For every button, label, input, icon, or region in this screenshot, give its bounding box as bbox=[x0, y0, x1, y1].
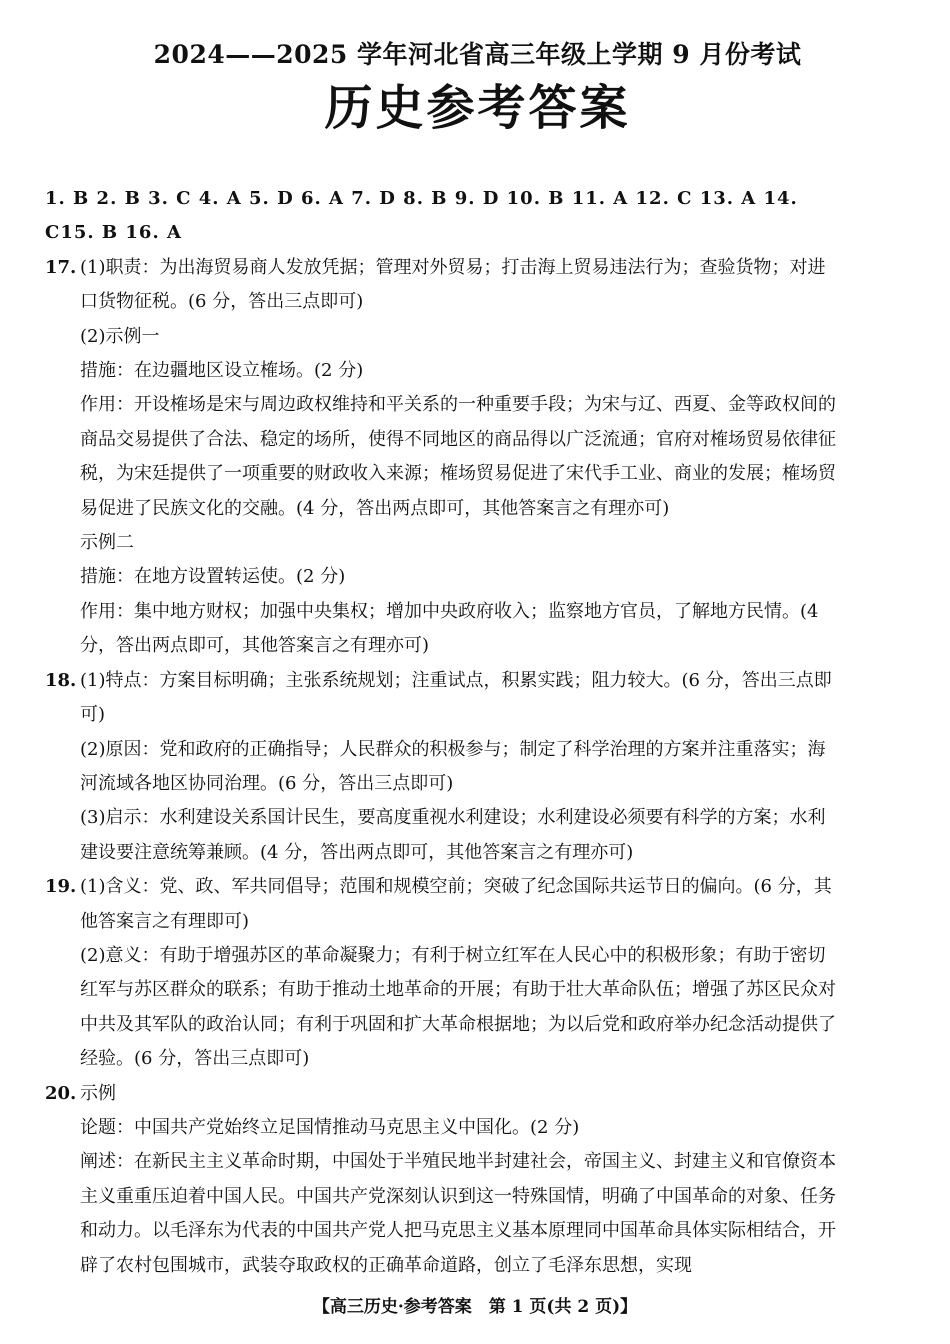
answer-line: 示例 bbox=[80, 1082, 116, 1104]
answer-line: 辟了农村包围城市，武装夺取政权的正确革命道路，创立了毛泽东思想，实现 bbox=[80, 1254, 692, 1276]
answer-line: 经验。(6 分，答出三点即可) bbox=[80, 1048, 310, 1070]
answer-line: 措施：在边疆地区设立榷场。(2 分) bbox=[80, 360, 364, 382]
answer-line: 商品交易提供了合法、稳定的场所，使得不同地区的商品得以广泛流通；官府对榷场贸易依律征 bbox=[80, 428, 836, 450]
answer-line: 红军与苏区群众的联系；有助于推动土地革命的开展；有助于壮大革命队伍；增强了苏区民众对 bbox=[80, 979, 836, 1001]
answer-line: 他答案言之有理即可) bbox=[80, 910, 250, 932]
answer-line: 作用：集中地方财权；加强中央集权；增加中央政府收入；监察地方官员，了解地方民情。(4 bbox=[80, 600, 819, 622]
question-number: 19. bbox=[45, 876, 77, 898]
answer-line: (2)示例一 bbox=[80, 325, 160, 347]
answer-content bbox=[45, 182, 910, 1283]
answer-line: 中共及其军队的政治认同；有利于巩固和扩大革命根据地；为以后党和政府举办纪念活动提供了 bbox=[80, 1013, 836, 1035]
answer-line: 分，答出两点即可，其他答案言之有理亦可) bbox=[80, 635, 430, 657]
answer-line: 和动力。以毛泽东为代表的中国共产党人把马克思主义基本原理同中国革命具体实际相结合，开 bbox=[80, 1220, 836, 1242]
document-title: 历史参考答案 bbox=[324, 80, 631, 136]
answer-line: (3)启示：水利建设关系国计民生，要高度重视水利建设；水利建设必须要有科学的方案；水利 bbox=[80, 807, 826, 829]
page-footer: 【高三历史·参考答案 第 1 页(共 2 页)】 bbox=[312, 1297, 638, 1317]
answer-line: (1)含义：党、政、军共同倡导；范围和规模空前；突破了纪念国际共运节日的偏向。(6 分，其 bbox=[80, 876, 832, 898]
question-17 bbox=[45, 251, 910, 664]
answer-line: 作用：开设榷场是宋与周边政权维持和平关系的一种重要手段；为宋与辽、西夏、金等政权间的 bbox=[80, 394, 836, 416]
answer-line: 主义重重压迫着中国人民。中国共产党深刻认识到这一特殊国情，明确了中国革命的对象、任务 bbox=[80, 1185, 836, 1207]
question-18 bbox=[45, 664, 910, 870]
question-20 bbox=[45, 1077, 910, 1283]
exam-title: 2024——2025 学年河北省高三年级上学期 9 月份考试 bbox=[153, 40, 802, 69]
answer-line: 阐述：在新民主主义革命时期，中国处于半殖民地半封建社会，帝国主义、封建主义和官僚资本 bbox=[80, 1151, 836, 1173]
answer-line: 示例二 bbox=[80, 532, 134, 554]
answer-line: 论题：中国共产党始终立足国情推动马克思主义中国化。(2 分) bbox=[80, 1116, 580, 1138]
question-number: 18. bbox=[45, 669, 77, 691]
mc-line-1: 1. B 2. B 3. C 4. A 5. D 6. A 7. D 8. B 9. D 10. B 11. A 12. C 13. A 14. bbox=[45, 188, 798, 209]
answer-line: 可) bbox=[80, 704, 106, 726]
answer-line: 税，为宋廷提供了一项重要的财政收入来源；榷场贸易促进了宋代手工业、商业的发展；榷场贸 bbox=[80, 463, 836, 485]
multiple-choice-answers bbox=[45, 182, 910, 251]
answer-line: 措施：在地方设置转运使。(2 分) bbox=[80, 566, 346, 588]
question-number: 20. bbox=[45, 1082, 77, 1104]
mc-line-2: C15. B 16. A bbox=[45, 222, 182, 244]
answer-line: (1)职责：为出海贸易商人发放凭据；管理对外贸易；打击海上贸易违法行为；查验货物；对进 bbox=[80, 256, 826, 278]
answer-line: (2)意义：有助于增强苏区的革命凝聚力；有利于树立红军在人民心中的积极形象；有助于密切 bbox=[80, 944, 826, 966]
answer-line: 易促进了民族文化的交融。(4 分，答出两点即可，其他答案言之有理亦可) bbox=[80, 497, 670, 519]
answer-line: 建设要注意统筹兼顾。(4 分，答出两点即可，其他答案言之有理亦可) bbox=[80, 841, 634, 863]
answer-line: 口货物征税。(6 分，答出三点即可) bbox=[80, 291, 364, 313]
answer-line: (2)原因：党和政府的正确指导；人民群众的积极参与；制定了科学治理的方案并注重落实；海 bbox=[80, 738, 826, 760]
question-number: 17. bbox=[45, 256, 77, 278]
answer-line: 河流域各地区协同治理。(6 分，答出三点即可) bbox=[80, 772, 454, 794]
question-19 bbox=[45, 870, 910, 1076]
answer-line: (1)特点：方案目标明确；主张系统规划；注重试点，积累实践；阻力较大。(6 分，答出三点即 bbox=[80, 669, 832, 691]
